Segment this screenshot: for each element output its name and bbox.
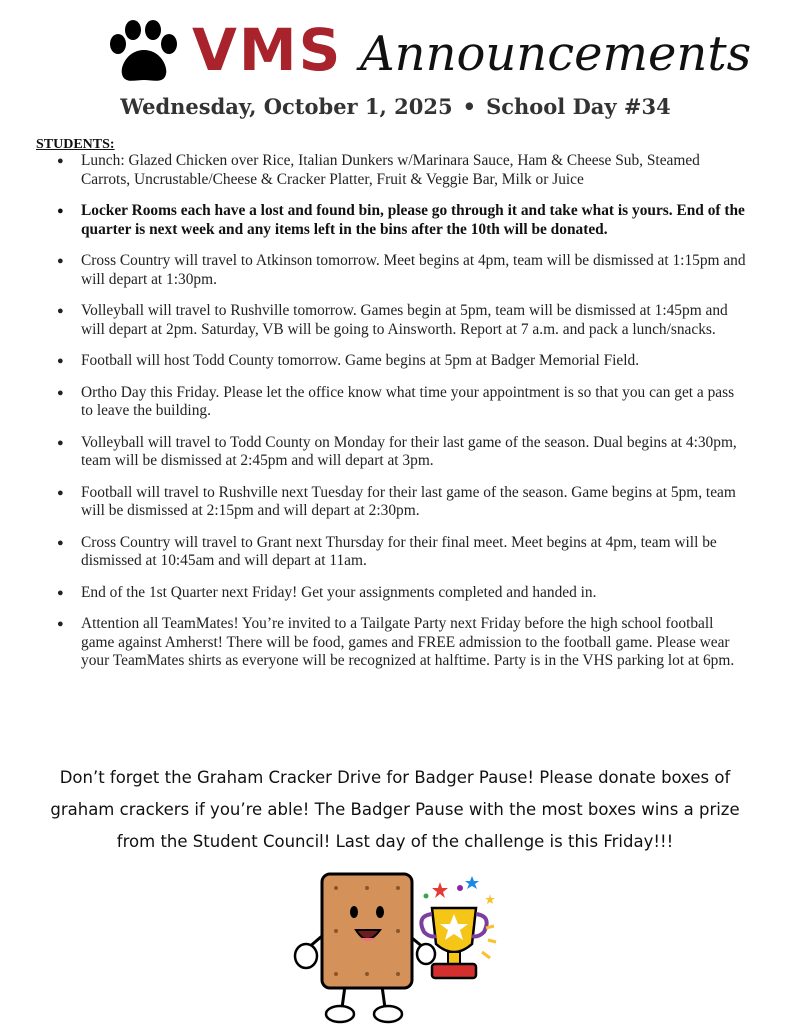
school-day-text: School Day #34 xyxy=(486,94,671,119)
date-separator: • xyxy=(462,94,477,119)
lunch-label: Lunch: xyxy=(81,152,125,169)
list-item: ● Cross Country will travel to Grant next Thursday for their final meet. Meet begins at 4pm, team will be dismissed at 10:45am and will depart at 11am. xyxy=(57,534,749,571)
dateline xyxy=(0,94,791,119)
graham-cracker-trophy-illustration xyxy=(290,868,500,1024)
list-item: ● Football will host Todd County tomorrow. Game begins at 5pm at Badger Memorial Field. xyxy=(57,352,749,371)
list-item: ● Locker Rooms each have a lost and found bin, please go through it and take what is yours. End of the quarter is next week and any items left in the bins after the 10th will be donated. xyxy=(57,202,749,239)
list-item: ● Ortho Day this Friday. Please let the office know what time your appointment is so that you can get a pass to leave the building. xyxy=(57,384,749,421)
list-item: ● End of the 1st Quarter next Friday! Get your assignments completed and handed in. xyxy=(57,584,749,603)
list-item: ● Volleyball will travel to Rushville tomorrow. Games begin at 5pm, team will be dismissed at 1:45pm and will depart at 2pm. Saturday, VB will be going to Ainsworth. Report at 7 a.m. and pack a lunch/snacks. xyxy=(57,302,749,339)
list-item: ● Football will travel to Rushville next Tuesday for their last game of the season. Game begins at 5pm, team will be dismissed at 2:15pm and will depart at 2:30pm. xyxy=(57,484,749,521)
announcement-list xyxy=(57,152,749,684)
list-item: ● Attention all TeamMates! You’re invited to a Tailgate Party next Friday before the high school football game against Amherst! There will be food, games and FREE admission to the football game. Please wear your TeamMates shirts as everyone will be recognized at halftime. Party is in the VHS parking lot at 6pm. xyxy=(57,615,749,671)
list-item: ● Cross Country will travel to Atkinson tomorrow. Meet begins at 4pm, team will be dismissed at 1:15pm and will depart at 1:30pm. xyxy=(57,252,749,289)
list-item: ● Volleyball will travel to Todd County on Monday for their last game of the season. Dual begins at 4:30pm, team will be dismissed at 2:45pm and will depart at 3pm. xyxy=(57,434,749,471)
date-text: Wednesday, October 1, 2025 xyxy=(120,94,453,119)
graham-cracker-drive-message: Don’t forget the Graham Cracker Drive for Badger Pause! Please donate boxes of graham crackers if you’re able! The Badger Pause with the most boxes wins a prize from the Student Council! Last day of the challenge is this Friday!!! xyxy=(50,768,740,851)
lunch-menu: Glazed Chicken over Rice, Italian Dunkers w/Marinara Sauce, Ham & Cheese Sub, Steamed Carrots, Uncrustable/Cheese & Cracker Platter, Fruit & Veggie Bar, Milk or Juice xyxy=(81,152,700,188)
list-item-lunch xyxy=(57,152,749,189)
brand-title: VMS xyxy=(192,16,343,84)
paw-print-icon xyxy=(108,20,180,86)
students-heading: STUDENTS: xyxy=(36,137,115,152)
page-title: Announcements xyxy=(360,26,752,82)
header xyxy=(0,14,791,84)
